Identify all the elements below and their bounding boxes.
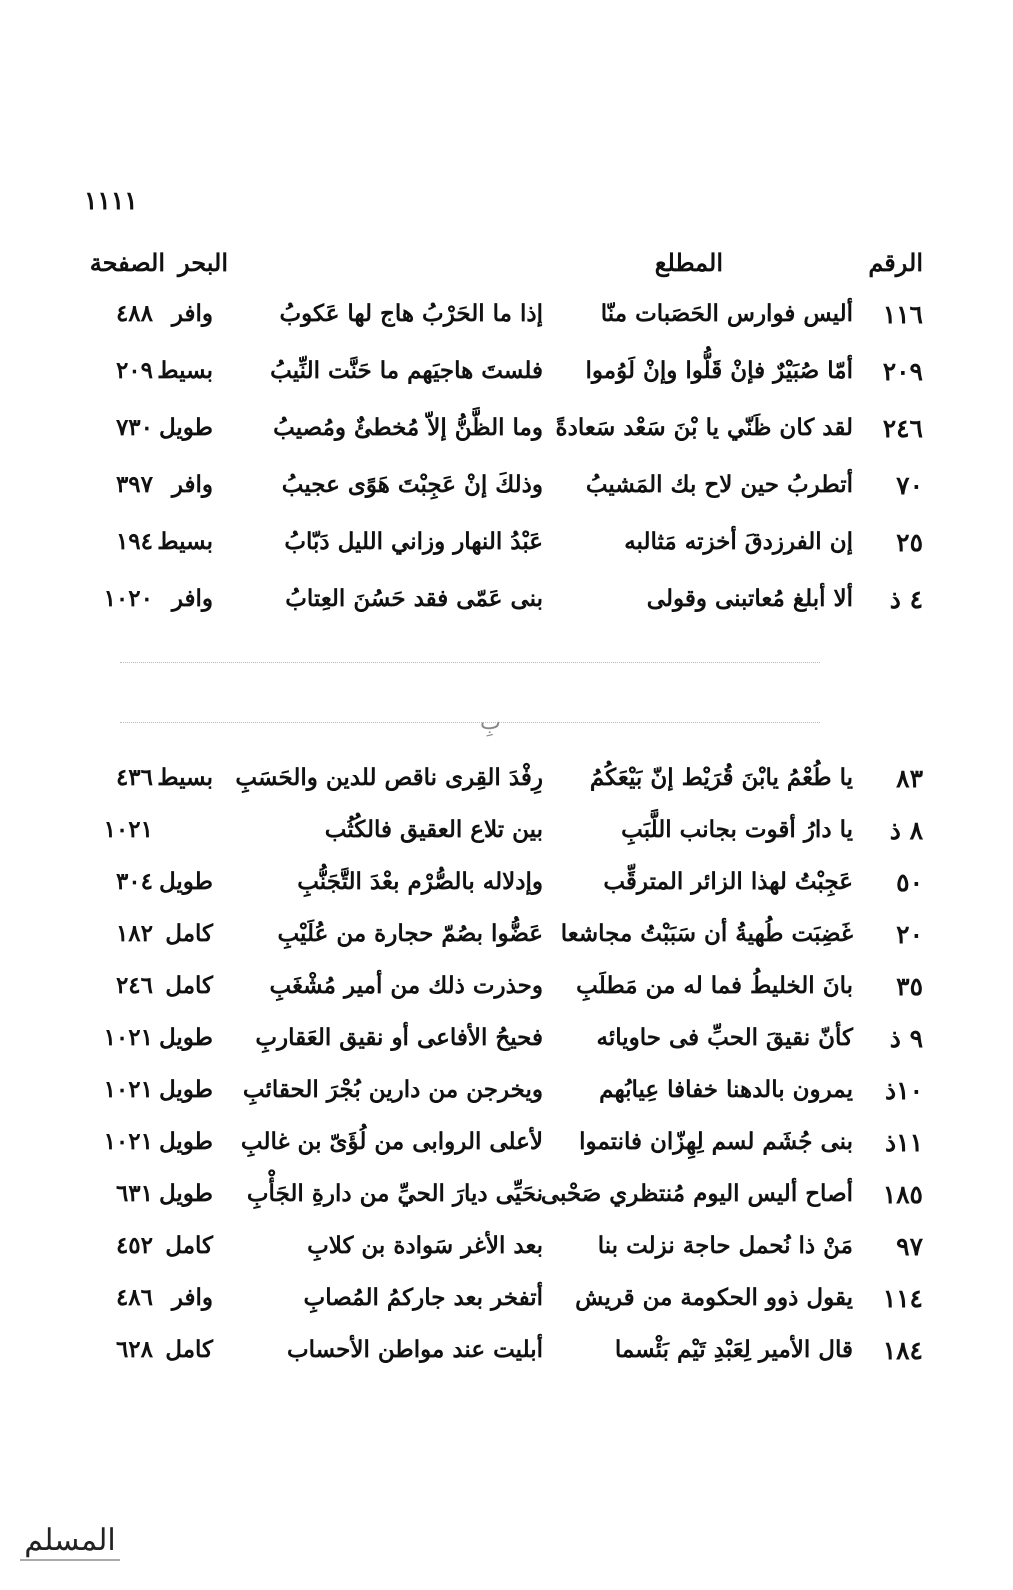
page-reference: ٦٣١ [115, 1180, 153, 1207]
page-reference: ١٠٢١ [103, 1076, 153, 1103]
verse-second-hemistich: أتفخر بعد جاركمُ المُصابِ [303, 1284, 543, 1311]
entry-number: ٤ ذ [889, 585, 923, 614]
verse-first-hemistich: لقد كان ظَنّي يا بْنَ سَعْد سَعادةً [555, 414, 853, 441]
verse-first-hemistich: كأنّ نقيقَ الحبِّ فى حاويائه [596, 1024, 853, 1051]
index-row [0, 471, 1013, 511]
page-reference: ١٠٢١ [103, 1024, 153, 1051]
verse-second-hemistich: إذا ما الحَرْبُ هاج لها عَكوبُ [279, 300, 543, 327]
page-reference: ٤٨٦ [115, 1284, 153, 1311]
page-reference: ٦٢٨ [115, 1336, 153, 1363]
page-reference: ٢٤٦ [115, 972, 153, 999]
verse-first-hemistich: يا طُعْمُ يابْنَ قُرَيْط إنّ بَيْعَكُمُ [589, 764, 853, 791]
entry-number: ١٠ذ [885, 1076, 923, 1105]
page-reference: ٤٣٦ [115, 764, 153, 791]
entry-number: ١١ذ [885, 1128, 923, 1157]
logo-text: المسلم [24, 1523, 116, 1558]
meter-name: طويل [158, 1076, 213, 1103]
verse-first-hemistich: يمرون بالدهنا خفافا عِيابُهم [599, 1076, 853, 1103]
index-row [0, 528, 1013, 568]
verse-second-hemistich: لأعلى الروابى من لُؤَىّ بن غالبِ [240, 1128, 543, 1155]
header-page: الصفحة [89, 248, 165, 277]
meter-name: وافر [171, 471, 213, 498]
entry-number: ٩٧ [896, 1232, 923, 1261]
entry-number: ١٨٥ [882, 1180, 923, 1209]
index-row [0, 1076, 1013, 1116]
entry-number: ٩ ذ [889, 1024, 923, 1053]
entry-number: ٨٣ [896, 764, 923, 793]
meter-name: بسيط [157, 357, 213, 384]
page-reference: ٢٠٩ [115, 357, 153, 384]
meter-name: كامل [165, 972, 213, 999]
meter-name: طويل [158, 414, 213, 441]
verse-second-hemistich: نحَيِّى ديارَ الحيِّ من دارةِ الجَأْبِ [246, 1180, 543, 1207]
publisher-logo [10, 1512, 130, 1572]
verse-first-hemistich: مَنْ ذا نُحمل حاجة نزلت بنا [597, 1232, 853, 1259]
page-reference: ٤٥٢ [115, 1232, 153, 1259]
verse-second-hemistich: عَبْدُ النهار وزاني الليل دَبّابُ [284, 528, 543, 555]
meter-name: طويل [158, 1024, 213, 1051]
page-reference: ١٨٢ [115, 920, 153, 947]
page-reference: ١٠٢١ [103, 816, 153, 843]
verse-second-hemistich: بنى عَمّى فقد حَسُنَ العِتابُ [285, 585, 543, 612]
verse-first-hemistich: بنى جُشَم لسم لِهِزّان فانتموا [579, 1128, 853, 1155]
index-row [0, 1232, 1013, 1272]
meter-name: بسيط [157, 528, 213, 555]
page-reference: ١٩٤ [115, 528, 153, 555]
page-reference: ٣٩٧ [115, 471, 153, 498]
verse-first-hemistich: ألا أبلغ مُعاتبنى وقولى [646, 585, 853, 612]
verse-second-hemistich: فلستَ هاجيَهم ما حَنَّت النِّيبُ [270, 357, 543, 384]
page-reference: ٧٣٠ [115, 414, 153, 441]
section-letter: بِ [480, 710, 501, 735]
section-divider [120, 662, 820, 663]
index-row [0, 816, 1013, 856]
meter-name: كامل [165, 1232, 213, 1259]
verse-second-hemistich: ويخرجن من دارين بُجْرَ الحقائبِ [242, 1076, 543, 1103]
verse-first-hemistich: إن الفرزدقَ أخزته مَثالبه [624, 528, 853, 555]
verse-second-hemistich: وذلكَ إنْ عَجِبْتَ هَوًى عجيبُ [281, 471, 543, 498]
index-row [0, 1336, 1013, 1376]
verse-first-hemistich: عَجِبْتُ لهذا الزائر المترقِّب [603, 868, 853, 895]
page-number: ١١١١ [84, 186, 138, 215]
meter-name: كامل [165, 920, 213, 947]
verse-second-hemistich: عَضُّوا بصُمّ حجارة من عُلَيْبِ [277, 920, 543, 947]
entry-number: ٢٤٦ [882, 414, 923, 443]
page-reference: ٤٨٨ [115, 300, 153, 327]
verse-first-hemistich: غَضِبَت طُهيةُ أن سَبَبْتُ مجاشعا [560, 920, 853, 947]
meter-name: طويل [158, 1180, 213, 1207]
header-number: الرقم [868, 248, 923, 277]
verse-first-hemistich: أمّا صُبَيْرٌ فإنْ قَلُّوا وإنْ لَوُموا [585, 357, 853, 384]
index-row [0, 972, 1013, 1012]
entry-number: ٨ ذ [889, 816, 923, 845]
index-row [0, 1284, 1013, 1324]
meter-name: طويل [158, 1128, 213, 1155]
index-row [0, 764, 1013, 804]
verse-second-hemistich: وما الظَّنُّ إلاّ مُخطئٌ ومُصيبُ [273, 414, 543, 441]
verse-first-hemistich: أليس فوارس الحَصَبات منّا [600, 300, 853, 327]
index-row [0, 357, 1013, 397]
index-row [0, 920, 1013, 960]
verse-second-hemistich: أبليت عند مواطن الأحساب [287, 1336, 543, 1363]
meter-name: كامل [165, 1336, 213, 1363]
index-row [0, 868, 1013, 908]
entry-number: ٢٠ [896, 920, 923, 949]
verse-first-hemistich: قال الأمير لِعَبْدِ تَيْم بَئْسما [614, 1336, 853, 1363]
verse-first-hemistich: يقول ذوو الحكومة من قريش [575, 1284, 853, 1311]
index-row [0, 1128, 1013, 1168]
verse-second-hemistich: فحيحُ الأفاعى أو نقيق العَقاربِ [255, 1024, 543, 1051]
header-meter: البحر [178, 248, 228, 277]
section-divider [120, 722, 820, 723]
index-row [0, 1024, 1013, 1064]
index-row [0, 414, 1013, 454]
entry-number: ١١٤ [882, 1284, 923, 1313]
verse-first-hemistich: بانَ الخليطُ فما له من مَطلَبِ [576, 972, 853, 999]
entry-number: ٣٥ [896, 972, 923, 1001]
entry-number: ١١٦ [882, 300, 923, 329]
meter-name: بسيط [157, 764, 213, 791]
verse-second-hemistich: بعد الأغر سَوادة بن كلابِ [307, 1232, 543, 1259]
entry-number: ٢٥ [896, 528, 923, 557]
meter-name: وافر [171, 1284, 213, 1311]
index-row [0, 1180, 1013, 1220]
verse-first-hemistich: يا دارُ أقوت بجانب اللَّبَبِ [621, 816, 853, 843]
page-reference: ١٠٢١ [103, 1128, 153, 1155]
entry-number: ٥٠ [896, 868, 923, 897]
meter-name: طويل [158, 868, 213, 895]
entry-number: ٧٠ [896, 471, 923, 500]
page-reference: ٣٠٤ [115, 868, 153, 895]
entry-number: ١٨٤ [882, 1336, 923, 1365]
page-reference: ١٠٢٠ [103, 585, 153, 612]
verse-first-hemistich: أتطربُ حين لاح بك المَشيبُ [585, 471, 853, 498]
verse-second-hemistich: وإدلاله بالصُّرْم بعْدَ التَّجَنُّبِ [297, 868, 543, 895]
index-row [0, 300, 1013, 340]
meter-name: وافر [171, 585, 213, 612]
verse-first-hemistich: أصاح أليس اليوم مُنتظري صَحْبى [540, 1180, 853, 1207]
header-opening: المطلع [654, 248, 723, 277]
verse-second-hemistich: بين تلاع العقيق فالكُثُب [324, 816, 543, 843]
index-row [0, 585, 1013, 625]
meter-name: وافر [171, 300, 213, 327]
verse-second-hemistich: رِفْدَ القِرى ناقص للدين والحَسَبِ [235, 764, 543, 791]
entry-number: ٢٠٩ [882, 357, 923, 386]
verse-second-hemistich: وحذرت ذلك من أمير مُشْغَبِ [269, 972, 543, 999]
